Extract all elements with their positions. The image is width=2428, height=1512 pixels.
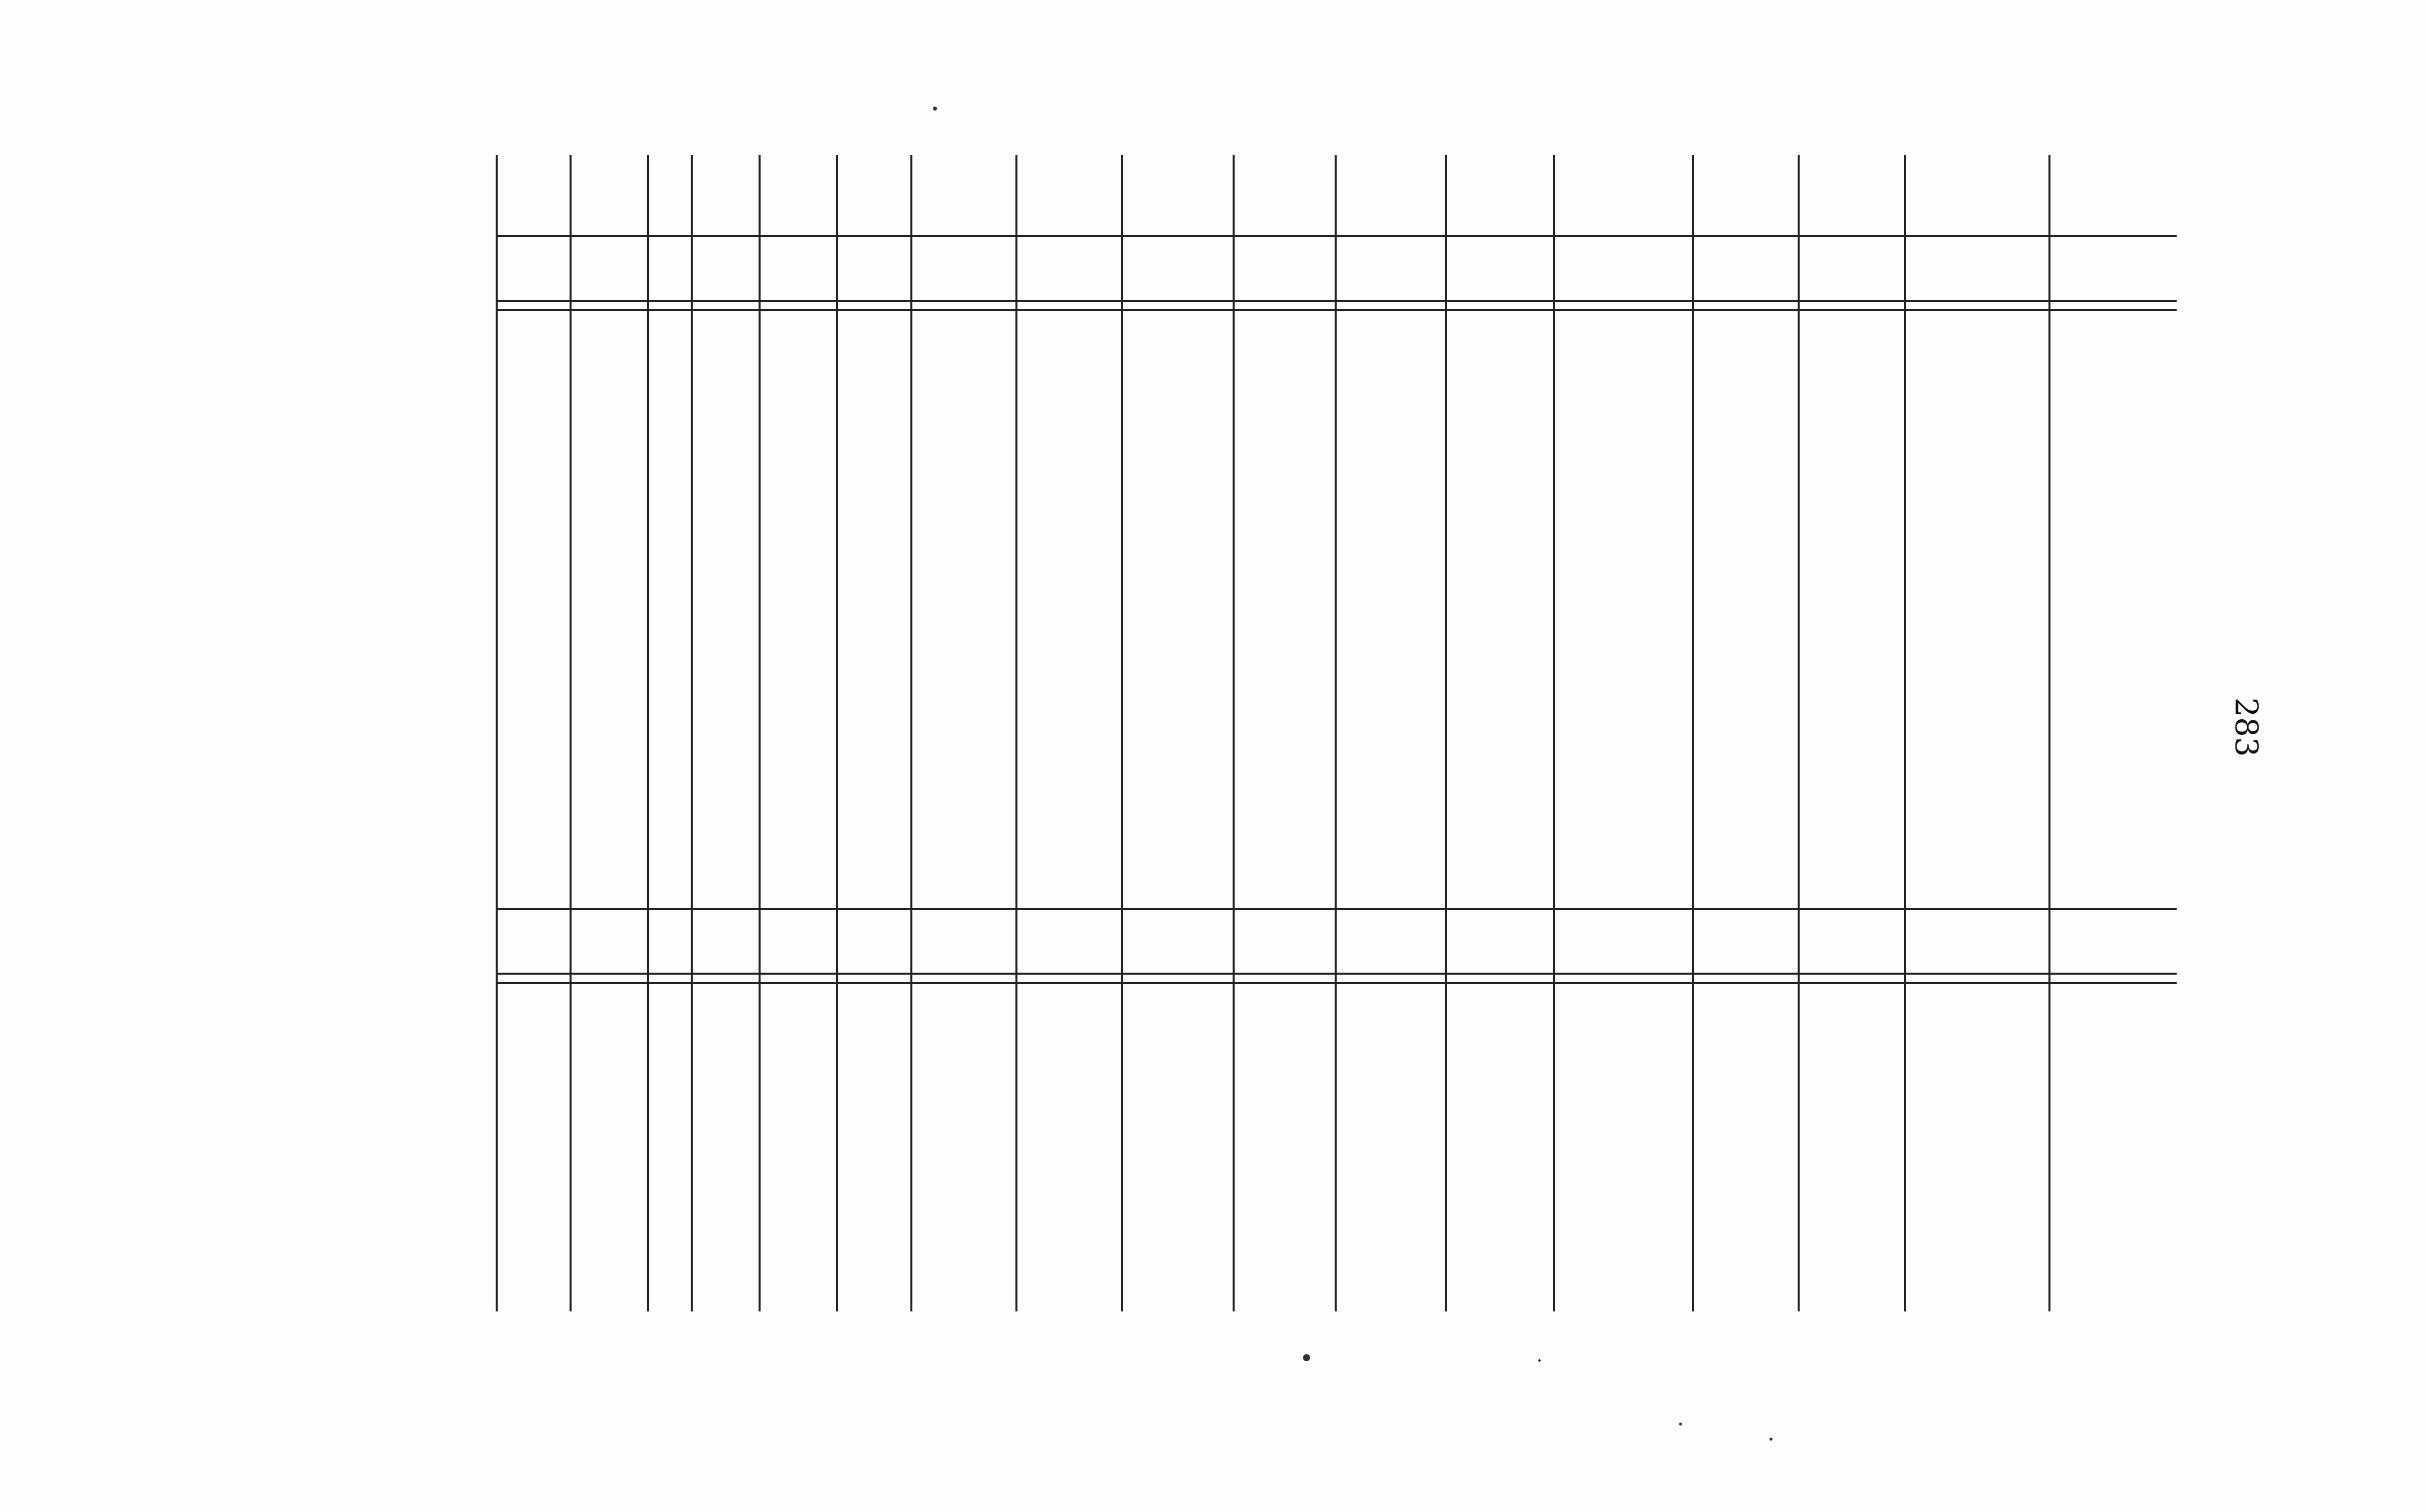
column-rule bbox=[910, 155, 912, 1311]
column-rule bbox=[570, 155, 572, 1311]
column-rule bbox=[1798, 155, 1800, 1311]
ink-speck bbox=[1769, 1438, 1772, 1441]
column-rule bbox=[836, 155, 838, 1311]
ink-speck bbox=[933, 107, 937, 111]
column-rule bbox=[1692, 155, 1694, 1311]
column-rule bbox=[2048, 155, 2050, 1311]
column-rule bbox=[691, 155, 693, 1311]
column-rule bbox=[759, 155, 761, 1311]
column-rule bbox=[1121, 155, 1123, 1311]
column-rule bbox=[1015, 155, 1017, 1311]
column-rule bbox=[1335, 155, 1337, 1311]
column-rule bbox=[1904, 155, 1906, 1311]
ink-speck bbox=[1303, 1354, 1310, 1361]
column-rule bbox=[647, 155, 649, 1311]
column-rule bbox=[496, 155, 498, 1311]
ink-speck bbox=[1538, 1359, 1541, 1362]
column-rule bbox=[1233, 155, 1235, 1311]
ink-speck bbox=[1679, 1423, 1682, 1426]
column-rule bbox=[1553, 155, 1555, 1311]
page-number: 283 bbox=[2228, 697, 2265, 757]
column-rule bbox=[1445, 155, 1447, 1311]
